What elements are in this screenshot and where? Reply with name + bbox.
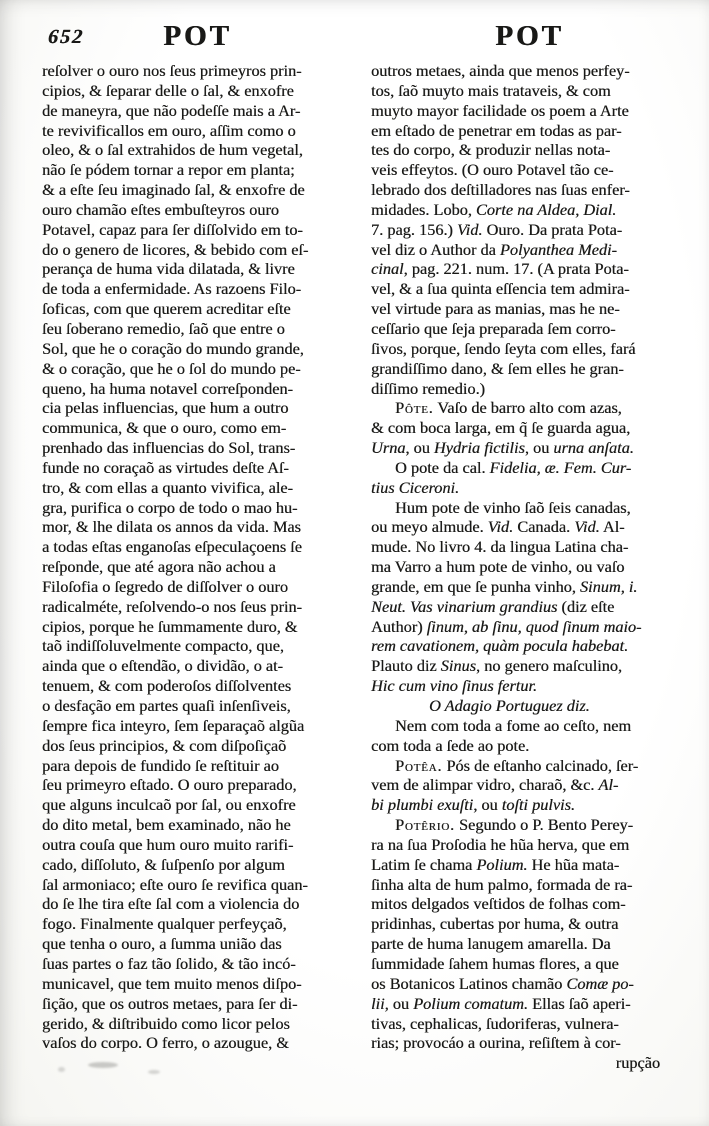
text-run: , ou bbox=[405, 438, 434, 458]
text-run: ſeu ſoberano remedio, ſaõ que entre o bbox=[42, 318, 285, 338]
text-line bbox=[371, 974, 688, 994]
text-line bbox=[371, 914, 688, 934]
text-run: fogo. Finalmente qualquer perfeyçaõ, bbox=[42, 914, 287, 934]
text-line bbox=[42, 795, 353, 815]
text-run: (diz eſte bbox=[557, 596, 615, 616]
text-run: ſummidade ſahem humas flores, a que bbox=[371, 953, 619, 973]
text-run: communica, & que o ouro, como em- bbox=[42, 418, 287, 438]
text-run: Potavel, capaz para ſer diſſolvido em to- bbox=[42, 219, 303, 239]
text-run: ſal armoniaco; eſte ouro ſe revifica quan- bbox=[42, 874, 308, 894]
text-run: taõ indiſſoluvelmente compacto, que, bbox=[42, 636, 284, 656]
text-line bbox=[42, 855, 353, 875]
text-run: Ouro. Da prata Pota- bbox=[482, 219, 623, 239]
text-line bbox=[371, 597, 688, 617]
text-line bbox=[371, 656, 688, 676]
text-run: ſeu primeyro eſtado. O ouro preparado, bbox=[42, 775, 297, 795]
page-number: 652 bbox=[47, 26, 85, 48]
text-line bbox=[42, 81, 353, 101]
text-line bbox=[371, 379, 688, 399]
text-line bbox=[42, 835, 353, 855]
text-run: vel virtude para as manias, mas he ne- bbox=[371, 299, 620, 319]
text-run: Hum pote de vinho ſaõ ſeis canadas, bbox=[395, 497, 631, 517]
page-header bbox=[0, 0, 709, 53]
text-line bbox=[42, 478, 353, 498]
text-run: a todas eſtas enganoſas eſpeculaçoens ſe bbox=[42, 537, 302, 557]
text-run: ſinha alta de hum palmo, formada de ra- bbox=[371, 874, 633, 894]
text-run: tivas, cephalicas, ſudoriferas, vulnera- bbox=[371, 1013, 619, 1033]
text-line bbox=[371, 756, 688, 776]
text-run: do ſe lhe tira eſte ſal com a violencia do bbox=[42, 894, 300, 914]
text-line bbox=[42, 617, 353, 637]
text-line bbox=[42, 577, 353, 597]
headword: Pôte. bbox=[395, 398, 434, 418]
text-line bbox=[371, 736, 688, 756]
text-line bbox=[371, 299, 688, 319]
headword: Potêrio. bbox=[395, 815, 455, 835]
text-run: pridinhas, cubertas por huma, & outra bbox=[371, 914, 619, 934]
text-run: Al- bbox=[599, 517, 625, 537]
running-head-left: POT bbox=[163, 20, 232, 52]
text-line bbox=[371, 180, 688, 200]
text-run-italic: Hic cum vino ſinus fertur. bbox=[371, 676, 537, 696]
text-run: ma Varro a hum pote de vinho, ou vaſo bbox=[371, 557, 625, 577]
text-run-italic: Corte na Aldea, Dial. bbox=[475, 199, 617, 219]
text-run-italic: lii, bbox=[371, 993, 389, 1013]
text-line bbox=[371, 716, 688, 736]
text-run: Segundo o P. Bento Perey- bbox=[454, 815, 634, 835]
text-line bbox=[42, 954, 353, 974]
text-run: outra couſa que hum ouro muito rarifi- bbox=[42, 834, 294, 854]
text-run-italic: Fidelia, æ. Fem. Cur- bbox=[489, 457, 632, 477]
text-run: muyto mayor facilidade os poem a Arte bbox=[371, 100, 629, 120]
column-right-lines bbox=[371, 61, 688, 1053]
text-run: Nem com toda a fome ao ceſto, nem bbox=[395, 715, 632, 735]
text-line bbox=[371, 617, 688, 637]
text-run: ſuas partes o faz tão ſolido, & tão incó- bbox=[42, 953, 296, 973]
text-run: gerido, & diſtribuido como licor pelos bbox=[42, 1013, 290, 1033]
text-run: do dito metal, bem examinado, não he bbox=[42, 815, 291, 835]
text-run: mitos delgados veſtidos de folhas com- bbox=[371, 894, 626, 914]
text-run: queno, ha huma notavel correſponden- bbox=[42, 378, 293, 398]
text-run: tos, ſaõ muyto mais trataveis, & com bbox=[371, 80, 611, 100]
text-run: ouro chamão eſtes embuſteyros ouro bbox=[42, 199, 279, 219]
text-run-italic: ſinum, ab ſinu, quod ſinum maio- bbox=[426, 616, 642, 636]
text-run: os Botanicos Latinos chamão bbox=[371, 973, 567, 993]
text-line bbox=[42, 279, 353, 299]
text-run: Plauto diz bbox=[371, 656, 441, 676]
text-line bbox=[42, 458, 353, 478]
text-line bbox=[42, 875, 353, 895]
text-run-italic: rem cavationem, quàm pocula habebat. bbox=[371, 636, 629, 656]
header-right-column bbox=[371, 20, 688, 53]
text-line bbox=[42, 339, 353, 359]
ink-smudge bbox=[58, 1067, 65, 1072]
text-line bbox=[42, 398, 353, 418]
text-line bbox=[371, 418, 688, 438]
text-line bbox=[371, 954, 688, 974]
text-line bbox=[42, 994, 353, 1014]
text-run: ra na ſua Proſodia he hũa herva, que em bbox=[371, 834, 630, 854]
text-run: ou bbox=[388, 993, 414, 1013]
text-line bbox=[42, 438, 353, 458]
text-line bbox=[371, 577, 688, 597]
text-columns bbox=[0, 53, 709, 1073]
text-line bbox=[42, 61, 353, 81]
text-run: ſivos, porque, ſendo ſeyta com elles, fará bbox=[371, 338, 636, 358]
text-run: Ellas ſaõ aperi- bbox=[527, 993, 631, 1013]
text-line bbox=[371, 259, 688, 279]
text-run: parte de huma lanugem amarella. Da bbox=[371, 934, 611, 954]
text-run: para depois de fundido ſe reſtituir ao bbox=[42, 755, 279, 775]
text-run-italic: Al- bbox=[598, 775, 619, 795]
text-line bbox=[42, 319, 353, 339]
text-run-italic: Polium. bbox=[476, 854, 528, 874]
text-line bbox=[42, 1033, 353, 1053]
text-line bbox=[371, 398, 688, 418]
text-line bbox=[42, 379, 353, 399]
text-run: municavel, que tem muito menos diſpo- bbox=[42, 973, 302, 993]
text-line bbox=[42, 1014, 353, 1034]
text-run: reſponde, que até agora não achou a bbox=[42, 557, 276, 577]
text-run-italic: urna anſata. bbox=[553, 438, 634, 458]
text-line bbox=[42, 775, 353, 795]
text-run: vel diz o Author da bbox=[371, 239, 500, 259]
text-line bbox=[371, 855, 688, 875]
text-run: vel, & a ſua quinta eſſencia tem admira- bbox=[371, 279, 630, 299]
text-run: ſoficas, com que querem acreditar eſte bbox=[42, 299, 291, 319]
headword: Potêa. bbox=[395, 755, 443, 775]
text-run: Author) bbox=[371, 616, 427, 636]
text-line bbox=[42, 934, 353, 954]
text-run: oleo, & o ſal extrahidos de hum vegetal, bbox=[42, 140, 303, 160]
text-line bbox=[42, 160, 353, 180]
text-line bbox=[371, 438, 688, 458]
text-run: , ou bbox=[524, 438, 554, 458]
text-line bbox=[371, 339, 688, 359]
text-run: mor, & lhe dilata os annos da vida. Mas bbox=[42, 517, 301, 537]
text-run: tes do corpo, & produzir nellas nota- bbox=[371, 140, 611, 160]
text-run-italic: Hydria fictilis bbox=[433, 438, 525, 458]
text-run: cipios, & ſeparar delle o ſal, & enxofre bbox=[42, 80, 294, 100]
text-run-italic: Sinum, i. bbox=[579, 576, 638, 596]
text-line bbox=[371, 537, 688, 557]
text-run-italic: Vid. bbox=[574, 517, 600, 537]
text-run: tro, & com ellas a quanto vivifica, ale- bbox=[42, 477, 293, 497]
column-left bbox=[42, 61, 353, 1073]
text-run: & o coração, que he o ſol do mundo pe- bbox=[42, 358, 301, 378]
text-line bbox=[42, 299, 353, 319]
text-run-italic: toſti pulvis. bbox=[501, 795, 575, 815]
text-run-italic: Sinus bbox=[440, 656, 476, 676]
text-run: Filoſofia o ſegredo de diſſolver o ouro bbox=[42, 576, 288, 596]
text-run: reſolver o ouro nos ſeus primeyros prin- bbox=[42, 61, 302, 80]
text-line bbox=[371, 775, 688, 795]
text-line bbox=[42, 140, 353, 160]
text-line bbox=[371, 835, 688, 855]
text-run: com toda a ſede ao pote. bbox=[371, 735, 530, 755]
text-run: mude. No livro 4. da lingua Latina cha- bbox=[371, 537, 629, 557]
text-run: ou meyo almude. bbox=[371, 517, 488, 537]
text-line bbox=[42, 359, 353, 379]
text-run: Pós de eſtanho calcinado, ſer- bbox=[442, 755, 639, 775]
text-line bbox=[371, 676, 688, 696]
text-line bbox=[42, 636, 353, 656]
text-run: funde no coraçaõ as virtudes deſte Aſ- bbox=[42, 457, 289, 477]
text-line bbox=[371, 160, 688, 180]
text-run-italic: Neut. Vas vinarium grandius bbox=[371, 596, 558, 616]
text-line bbox=[42, 716, 353, 736]
text-line bbox=[371, 498, 688, 518]
text-run: do o genero de licores, & bebido com eſ- bbox=[42, 239, 309, 259]
text-line bbox=[42, 696, 353, 716]
text-run: grande, em que ſe punha vinho, bbox=[371, 576, 580, 596]
text-run: radicalméte, reſolvendo-o nos ſeus prin- bbox=[42, 596, 302, 616]
text-run: , no genero maſculino, bbox=[475, 656, 622, 676]
text-run: Canada. bbox=[513, 517, 575, 537]
text-line bbox=[371, 994, 688, 1014]
text-line bbox=[42, 418, 353, 438]
text-run: tenuem, & com poderoſos diſſolventes bbox=[42, 676, 292, 696]
text-run: rias; provocáo a ourina, reſiſtem à cor- bbox=[371, 1033, 621, 1053]
text-run: que tenha o ouro, a ſumma união das bbox=[42, 934, 282, 954]
text-run: te revivificallos em ouro, aſſim como o bbox=[42, 120, 296, 140]
text-run: cia pelas influencias, que hum a outro bbox=[42, 398, 289, 418]
text-run: veis effeytos. (O ouro Potavel tão ce- bbox=[371, 160, 614, 180]
text-line bbox=[371, 1033, 688, 1053]
text-line bbox=[42, 676, 353, 696]
text-run: diſſimo remedio.) bbox=[371, 378, 485, 398]
text-run: prenhado das influencias do Sol, trans- bbox=[42, 438, 296, 458]
ink-smudge bbox=[148, 1070, 160, 1074]
text-run-italic: Urna bbox=[371, 438, 406, 458]
text-line bbox=[42, 815, 353, 835]
text-run-italic: Polyanthea Medi- bbox=[499, 239, 617, 259]
text-run: dos ſeus principios, & com diſpoſiçaõ bbox=[42, 735, 287, 755]
text-run: vem de alimpar vidro, charaõ, &c. bbox=[371, 775, 599, 795]
text-run: O pote da cal. bbox=[395, 457, 490, 477]
text-run: não ſe pódem tornar a repor em planta; bbox=[42, 160, 295, 180]
text-line bbox=[42, 756, 353, 776]
text-line bbox=[371, 934, 688, 954]
text-line bbox=[371, 815, 688, 835]
ink-smudge bbox=[88, 1062, 118, 1068]
text-line bbox=[371, 894, 688, 914]
text-run-italic: Vid. bbox=[487, 517, 514, 537]
text-line bbox=[371, 478, 688, 498]
text-line bbox=[42, 656, 353, 676]
text-line bbox=[371, 240, 688, 260]
text-line bbox=[371, 696, 688, 716]
text-run: ainda que o eſtendão, o dividão, o at- bbox=[42, 656, 283, 676]
text-line bbox=[42, 200, 353, 220]
text-run: gra, purifica o corpo de todo o mao hu- bbox=[42, 497, 298, 517]
text-run: He hũa mata- bbox=[527, 854, 620, 874]
text-run: de maneyra, que não podeſſe mais a Ar- bbox=[42, 100, 301, 120]
text-line bbox=[42, 498, 353, 518]
text-line bbox=[371, 517, 688, 537]
text-run: Latim ſe chama bbox=[371, 854, 477, 874]
text-run: ſição, que os outros metaes, para ſer di- bbox=[42, 993, 298, 1013]
text-line bbox=[42, 517, 353, 537]
text-run-italic: Comæ po- bbox=[566, 973, 634, 993]
text-line bbox=[371, 875, 688, 895]
text-line bbox=[42, 240, 353, 260]
text-line bbox=[371, 81, 688, 101]
text-run: o desfação em partes quaſi inſenſiveis, bbox=[42, 696, 291, 715]
text-run: grandiſſimo dano, & ſem elles he gran- bbox=[371, 358, 624, 378]
text-line bbox=[42, 974, 353, 994]
text-line bbox=[371, 1014, 688, 1034]
text-line bbox=[42, 914, 353, 934]
text-run: ſempre fica inteyro, ſem ſeparaçaõ algũa bbox=[42, 715, 305, 735]
column-right bbox=[371, 61, 688, 1073]
text-line bbox=[42, 259, 353, 279]
text-run-italic: Vid. bbox=[456, 219, 483, 239]
text-line bbox=[371, 61, 688, 81]
text-line bbox=[42, 180, 353, 200]
text-line bbox=[42, 894, 353, 914]
text-line bbox=[371, 140, 688, 160]
text-line bbox=[371, 121, 688, 141]
text-line bbox=[42, 121, 353, 141]
text-line bbox=[42, 557, 353, 577]
text-run-italic: cinal bbox=[371, 259, 404, 279]
text-run: perança de huma vida dilatada, & livre bbox=[42, 259, 295, 279]
text-line bbox=[371, 200, 688, 220]
text-line bbox=[371, 220, 688, 240]
text-line bbox=[42, 597, 353, 617]
text-run: cado, diſſoluto, & ſuſpenſo por algum bbox=[42, 854, 285, 874]
text-run: Vaſo de barro alto com azas, bbox=[433, 398, 622, 418]
text-run: vaſos do corpo. O ferro, o azougue, & bbox=[42, 1033, 289, 1053]
text-run: que alguns inculcaõ por ſal, ou enxofre bbox=[42, 795, 296, 815]
text-line bbox=[371, 279, 688, 299]
text-line bbox=[42, 101, 353, 121]
catchword: rupção bbox=[615, 1053, 660, 1073]
text-run: outros metaes, ainda que menos perfey- bbox=[371, 61, 630, 80]
text-run: 7. pag. 156.) bbox=[371, 219, 457, 239]
text-line bbox=[42, 220, 353, 240]
text-run: de toda a enfermidade. As razoens Filo- bbox=[42, 279, 302, 299]
text-run: cipios, porque he ſummamente duro, & bbox=[42, 616, 298, 636]
text-run-italic: tius Ciceroni. bbox=[371, 477, 460, 497]
text-run-italic: bi plumbi exuſti bbox=[371, 795, 474, 815]
text-run: & a eſte ſeu imaginado ſal, & enxofre de bbox=[42, 180, 305, 200]
text-run: lebrado dos deſtilladores nas ſuas enfer- bbox=[371, 180, 630, 200]
text-run-italic: O Adagio Portuguez diz. bbox=[429, 696, 590, 715]
text-line bbox=[371, 636, 688, 656]
text-line bbox=[371, 458, 688, 478]
header-left-column bbox=[42, 20, 353, 53]
text-line bbox=[371, 101, 688, 121]
text-run: & com boca larga, em q̃ ſe guarda agua, bbox=[371, 418, 631, 438]
text-line bbox=[42, 736, 353, 756]
text-run: midades. Lobo, bbox=[371, 199, 476, 219]
text-line bbox=[42, 537, 353, 557]
text-run: em eſtado de penetrar em todas as par- bbox=[371, 120, 622, 140]
text-run: , ou bbox=[473, 795, 502, 815]
text-run: ceſſario que ſeja preparada ſem corro- bbox=[371, 318, 616, 338]
text-line bbox=[371, 557, 688, 577]
running-head-right: POT bbox=[495, 20, 564, 52]
text-run: Sol, que he o coração do mundo grande, bbox=[42, 338, 304, 358]
text-run: , pag. 221. num. 17. (A prata Pota- bbox=[403, 259, 629, 279]
text-line bbox=[371, 359, 688, 379]
text-run-italic: Polium comatum. bbox=[413, 993, 528, 1013]
text-line bbox=[371, 795, 688, 815]
text-line bbox=[371, 319, 688, 339]
